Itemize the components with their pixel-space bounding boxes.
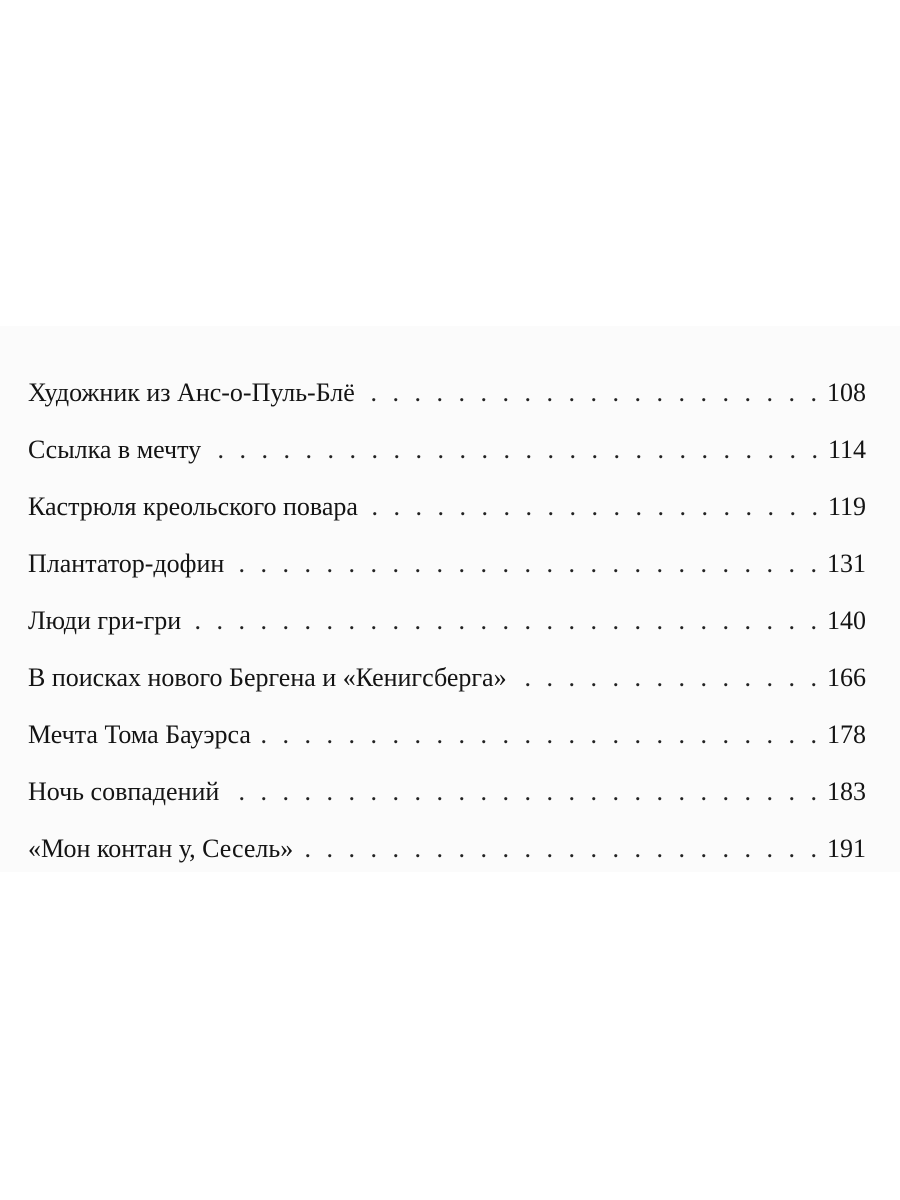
toc-entry-title: Плантатор-дофин	[28, 549, 230, 579]
dot-leader	[207, 435, 818, 465]
dot-leader	[257, 720, 817, 750]
toc-entry-page: 166	[827, 663, 866, 692]
dot-leader	[513, 663, 817, 693]
toc-entry-title: Ссылка в мечту	[28, 435, 207, 465]
toc-entry	[28, 834, 866, 891]
toc-entry-title: В поисках нового Бергена и «Кенигсберга»	[28, 663, 513, 693]
toc-entry	[28, 378, 866, 435]
toc-entry-page: 183	[827, 777, 866, 806]
dot-leader	[187, 606, 817, 636]
toc-entry-title: Люди гри-гри	[28, 606, 187, 636]
toc-entry	[28, 606, 866, 663]
toc-entry-page: 191	[827, 834, 866, 863]
toc-entry-title: Ночь совпадений	[28, 777, 225, 807]
dot-leader	[361, 378, 817, 408]
dot-leader	[364, 492, 818, 522]
toc-entry-title: Художник из Анс-о-Пуль-Блё	[28, 378, 361, 408]
toc-entry-page: 131	[827, 549, 866, 578]
toc-entry	[28, 720, 866, 777]
toc-entry-page: 119	[827, 492, 866, 521]
toc-entry-page: 178	[827, 720, 866, 749]
toc-entry-page: 108	[827, 378, 866, 407]
toc-entry	[28, 549, 866, 606]
dot-leader	[225, 777, 817, 807]
toc-entry-title: Мечта Тома Бауэрса	[28, 720, 257, 750]
toc-entry-page: 114	[827, 435, 866, 464]
toc-entry	[28, 435, 866, 492]
toc-entry-title: «Мон контан у, Сесель»	[28, 834, 299, 864]
dot-leader	[299, 834, 817, 864]
toc-entry-title: Кастрюля креольского повара	[28, 492, 364, 522]
toc-entry	[28, 492, 866, 549]
table-of-contents	[28, 378, 866, 891]
toc-entry	[28, 663, 866, 720]
dot-leader	[230, 549, 817, 579]
toc-entry-page: 140	[827, 606, 866, 635]
toc-entry	[28, 777, 866, 834]
